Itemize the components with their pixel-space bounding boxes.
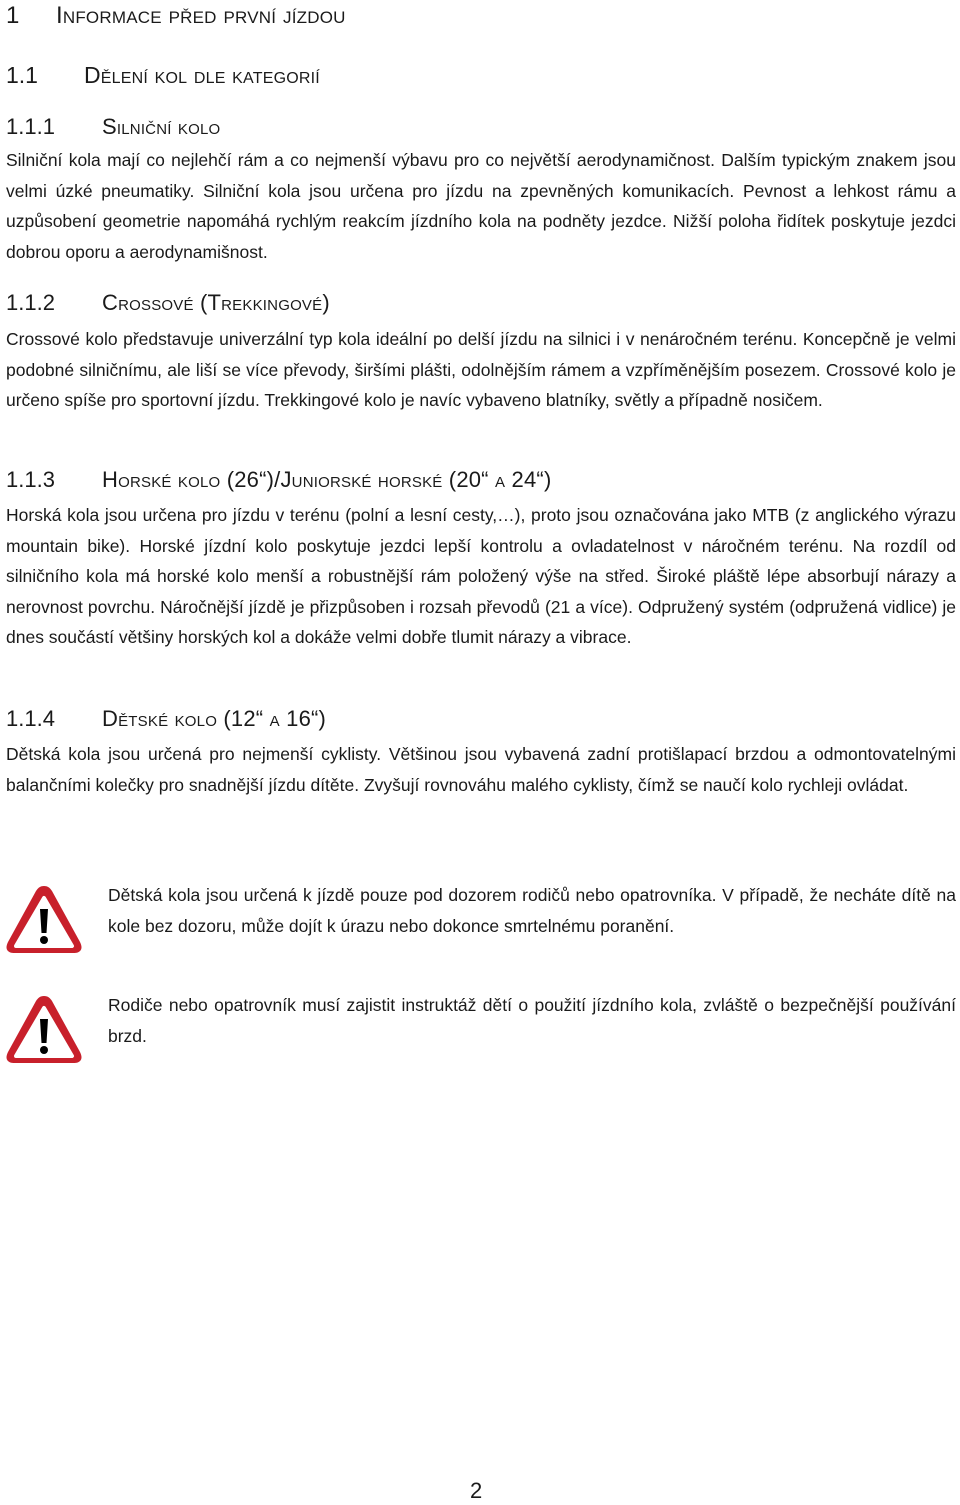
chapter-title: Informace před první jízdou [56, 2, 346, 29]
section-heading [6, 62, 320, 89]
subsection-number: 1.1.1 [6, 114, 55, 139]
subsection-number: 1.1.4 [6, 706, 55, 731]
subsection-title: Dětské kolo (12“ a 16“) [102, 706, 327, 731]
subsection-heading-kids-bike [6, 706, 326, 732]
paragraph-road-bike: Silniční kola mají co nejlehčí rám a co nejmenší výbavu pro co největší aerodynamičnost. Dalším typickým znakem jsou velmi úzké pneumatiky. Silniční kola jsou určena pro jízdu na zpevněných komunikacích. Pevnost a lehkost rámu a uzpůsobení geometrie napomáhá rychlým reakcím jízdního kola na podněty jezdce. Nižší poloha řidítek poskytuje jezdci dobrou oporu a aerodynamišnost. [6, 150, 956, 262]
paragraph-cross-bike: Crossové kolo představuje univerzální typ kola ideální po delší jízdu na silnici i v nenáročném terénu. Koncepčně je velmi podobné silničnímu, ale liší se více převody, širšími plášti, odolnějším rámem a vzpříměnějším posezem. Crossové kolo je určeno spíše pro sportovní jízdu. Trekkingové kolo je navíc vybaveno blatníky, světly a případně nosičem. [6, 329, 956, 411]
page-number: 2 [470, 1478, 483, 1503]
warning-icon [4, 882, 84, 956]
section-title: Dělení kol dle kategorií [84, 62, 320, 88]
chapter-number: 1 [6, 2, 20, 29]
warning-icon [4, 992, 84, 1066]
paragraph-mountain-bike: Horská kola jsou určena pro jízdu v terénu (polní a lesní cesty,…), proto jsou označována jako MTB (z anglického výrazu mountain bike). Horské jízdní kolo poskytuje jezdci lepší kontrolu a ovladatelnost v náročném terénu. Na rozdíl od silničního kola má horské kolo menší a robustnější rám položený výše na střed. Široké pláště lépe absorbují nárazy a nerovnost povrchu. Náročnější jízdě je přizpůsoben i rozsah převodů (21 a více). Odpružený systém (odpružená vidlice) je dnes součástí většiny horských kol a dokáže velmi dobře tlumit nárazy a vibrace. [6, 505, 956, 648]
section-number: 1.1 [6, 62, 38, 88]
chapter-heading [6, 2, 346, 30]
subsection-number: 1.1.3 [6, 467, 55, 492]
warning-text-instruction: Rodiče nebo opatrovník musí zajistit instruktáž dětí o použití jízdního kola, zvláště o bezpečnější používání brzd. [108, 995, 956, 1046]
warning-text-supervision: Dětská kola jsou určená k jízdě pouze pod dozorem rodičů nebo opatrovníka. V případě, že necháte dítě na kole bez dozoru, může dojít k úrazu nebo dokonce smrtelnému poranění. [108, 885, 956, 936]
subsection-heading-cross-bike [6, 290, 330, 316]
paragraph-kids-bike: Dětská kola jsou určená pro nejmenší cyklisty. Většinou jsou vybavená zadní protišlapací brzdou a odmontovatelnými balančními kolečky pro snadnější jízdu dítěte. Zvyšují rovnováhu malého cyklisty, čímž se naučí kolo rychleji ovládat. [6, 744, 956, 795]
subsection-number: 1.1.2 [6, 290, 55, 315]
subsection-heading-road-bike [6, 114, 220, 140]
subsection-title: Silniční kolo [102, 114, 221, 139]
subsection-heading-mountain-bike [6, 467, 551, 493]
subsection-title: Crossové (Trekkingové) [102, 290, 330, 315]
subsection-title: Horské kolo (26“)/Juniorské horské (20“ a 24“) [102, 467, 552, 492]
